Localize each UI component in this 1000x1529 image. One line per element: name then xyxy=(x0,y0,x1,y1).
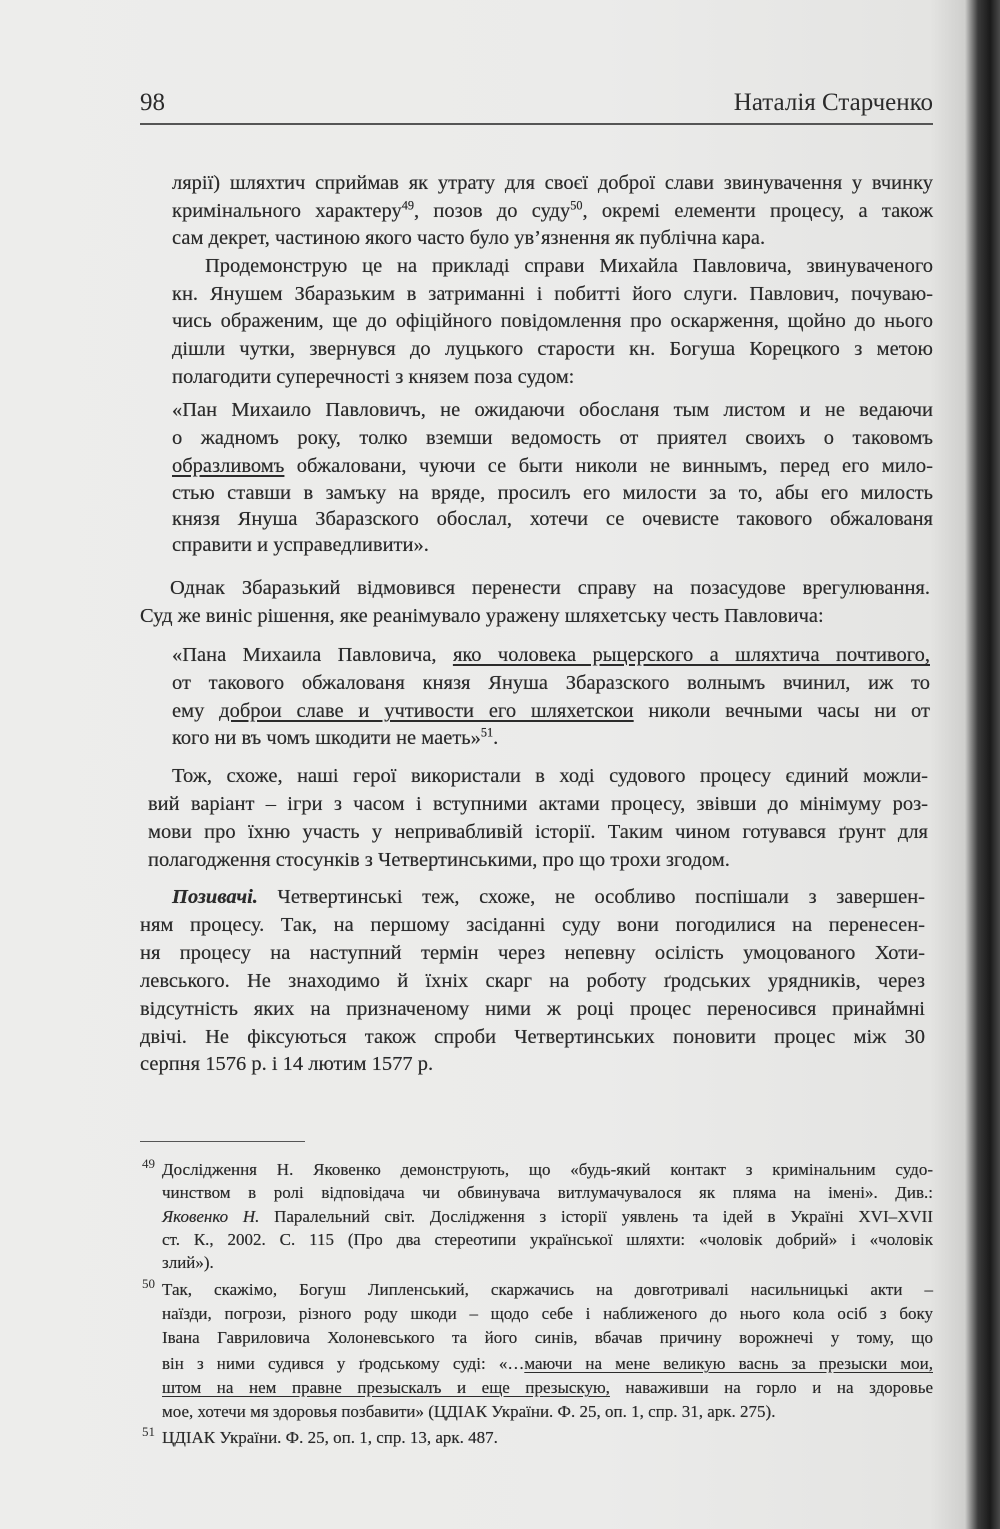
footnote-reference: 50 xyxy=(570,198,583,213)
text-line: лярії) шляхтич сприймав як утрату для своєї доброї слави звинувачення у вчинку xyxy=(172,172,933,194)
text-line: полагодити суперечності з князем поза судом: xyxy=(172,366,575,388)
text-line: ЦДІАК України. Ф. 25, оп. 1, спр. 13, арк. 487. xyxy=(162,1428,498,1447)
text-line: злий»). xyxy=(162,1253,214,1272)
text-line: сам декрет, частиною якого часто було ув’язнення як публічна кара. xyxy=(172,227,766,249)
text-line: Так, скажімо, Богуш Липленський, скаржачись на довготривалі насильницькі акти – xyxy=(162,1280,933,1299)
text-line xyxy=(172,883,925,911)
text-line: серпня 1576 р. і 14 лютим 1577 р. xyxy=(140,1053,434,1075)
text-segment: . xyxy=(493,727,499,749)
text-segment: , позов до суду xyxy=(414,200,571,222)
text-line xyxy=(172,641,930,669)
section-heading: Позивачі. xyxy=(172,886,258,908)
text-line: дішли чутки, звернувся до луцького старости кн. Богуша Корецкого з метою xyxy=(172,338,933,360)
text-line: ня процесу на наступний термін через непевну осілість умоцованого Хоти- xyxy=(140,942,925,964)
page-number: 98 xyxy=(140,89,165,116)
text-line: чинством в ролі відповідача чи обвинувача витлумачувалося як пляма на імені». Див.: xyxy=(162,1183,933,1202)
text-segment: николи вечными часы ни от xyxy=(633,700,930,722)
text-segment: «Пана Михаила Павловича, xyxy=(172,644,453,666)
text-line: Тож, схоже, наші герої використали в ході судового процесу єдиний можли- xyxy=(172,765,928,787)
text-line: Суд же виніс рішення, яке реанімувало уражену шляхетську честь Павловича: xyxy=(140,605,824,627)
text-segment: , окремі елементи процесу, а також xyxy=(582,200,933,222)
footnote-number: 49 xyxy=(142,1156,155,1171)
text-line: Івана Гавриловича Холоневського та його синів, вбачав причину ворожнечі у тому, що xyxy=(162,1328,933,1347)
text-segment: кого ни въ чомъ шкодити не маеть» xyxy=(172,727,481,749)
text-line: справити и усправедливити». xyxy=(172,534,429,556)
italic-text: Яковенко Н. xyxy=(162,1207,260,1226)
text-segment: він з ними судився у ґродському суді: «… xyxy=(162,1354,525,1373)
underlined-text: яко чоловека рыцерского а шляхтича почтивого, xyxy=(452,644,930,666)
text-segment: ему xyxy=(172,700,220,722)
text-line: «Пан Михаило Павловичъ, не ожидаючи обосланя тым листом и не ведаючи xyxy=(172,399,933,421)
header-rule xyxy=(140,123,933,125)
text-line: полагодження стосунків з Четвертинськими, про що трохи згодом. xyxy=(148,849,730,871)
text-line xyxy=(172,197,933,225)
text-line: мови про їхню участь у непривабливій історії. Таким чином готувався ґрунт для xyxy=(148,821,928,843)
text-line: Однак Збаразький відмовився перенести справу на позасудове врегулювання. xyxy=(170,577,930,599)
footnote-number: 50 xyxy=(142,1276,155,1291)
text-line: стью ставши в замъку на вряде, просилъ его милости за то, абы его милость xyxy=(172,482,933,504)
text-line: от такового обжалованя князя Януша Збаразского волнымъ вчинил, иж то xyxy=(172,672,930,694)
text-line xyxy=(162,1352,933,1376)
text-segment: Паралельний світ. Дослідження з історії уявлень та ідей в Україні XVI–XVII xyxy=(259,1207,933,1226)
text-line xyxy=(172,724,498,752)
text-line: чись ображеним, ще до офіційного повідомлення про оскарження, щойно до нього xyxy=(172,310,933,332)
underlined-text: маючи на мене великую васнь за презыски мои, xyxy=(524,1354,933,1373)
text-segment: обжаловани, чуючи се быти николи не виннымъ, перед его мило- xyxy=(284,455,933,477)
text-line xyxy=(172,697,930,725)
text-line: ням процесу. Так, на першому засіданні суду вони погодилися на перенесен- xyxy=(140,914,925,936)
text-line: вий варіант – ігри з часом і вступними актами процесу, звівши до мінімуму роз- xyxy=(148,793,928,815)
text-line xyxy=(172,452,933,480)
text-line: Дослідження Н. Яковенко демонструють, що «будь-який контакт з кримінальним судо- xyxy=(162,1160,933,1179)
underlined-text: штом на нем правне презыскалъ и еще презыскую, xyxy=(162,1378,610,1397)
text-segment: кримінального характеру xyxy=(172,200,402,222)
footnote-reference: 51 xyxy=(480,725,494,740)
text-line: о жадномъ року, толко вземши ведомость от приятел своихъ о таковомъ xyxy=(172,427,933,449)
text-segment: Четвертинські теж, схоже, не особливо поспішали з завершен- xyxy=(257,886,925,908)
footnote-number: 51 xyxy=(142,1424,155,1439)
text-line: наїзди, погрози, різного роду шкоди – щодо себе і наближеного до нього кола осіб з боку xyxy=(162,1304,933,1323)
text-line xyxy=(162,1205,933,1229)
text-line: ст. К., 2002. С. 115 (Про два стереотипи української шляхти: «чоловік добрий» і «чоловік xyxy=(162,1230,933,1249)
text-line: двічі. Не фіксуються також спроби Четвертинських поновити процес між 30 xyxy=(140,1026,925,1048)
underlined-text: доброи славе и учтивости его шляхетскои xyxy=(219,700,634,722)
text-line: левського. Не знаходимо й їхніх скарг на роботу ґродських урядників, через xyxy=(140,970,925,992)
text-line: відсутність яких на призначеному ними ж році процес переносився принаймні xyxy=(140,998,925,1020)
text-line: Продемонструю це на прикладі справи Михайла Павловича, звинуваченого xyxy=(205,255,933,277)
text-line xyxy=(162,1376,933,1400)
footnote-reference: 49 xyxy=(401,198,415,213)
text-line: кн. Янушем Збаразьким в затриманні і побитті його слуги. Павлович, почуваю- xyxy=(172,283,933,305)
text-segment: наваживши на горло и на здоровье xyxy=(609,1378,934,1397)
running-header-author: Наталія Старченко xyxy=(733,89,933,116)
underlined-text: образливомъ xyxy=(172,455,285,477)
text-line: мое, хотечи мя здоровья позбавити» (ЦДІАК України. Ф. 25, оп. 1, спр. 31, арк. 275). xyxy=(162,1402,776,1421)
text-line: князя Януша Збаразского обослал, хотечи се очевисте такового обжалованя xyxy=(172,508,933,530)
footnote-separator xyxy=(140,1141,305,1142)
